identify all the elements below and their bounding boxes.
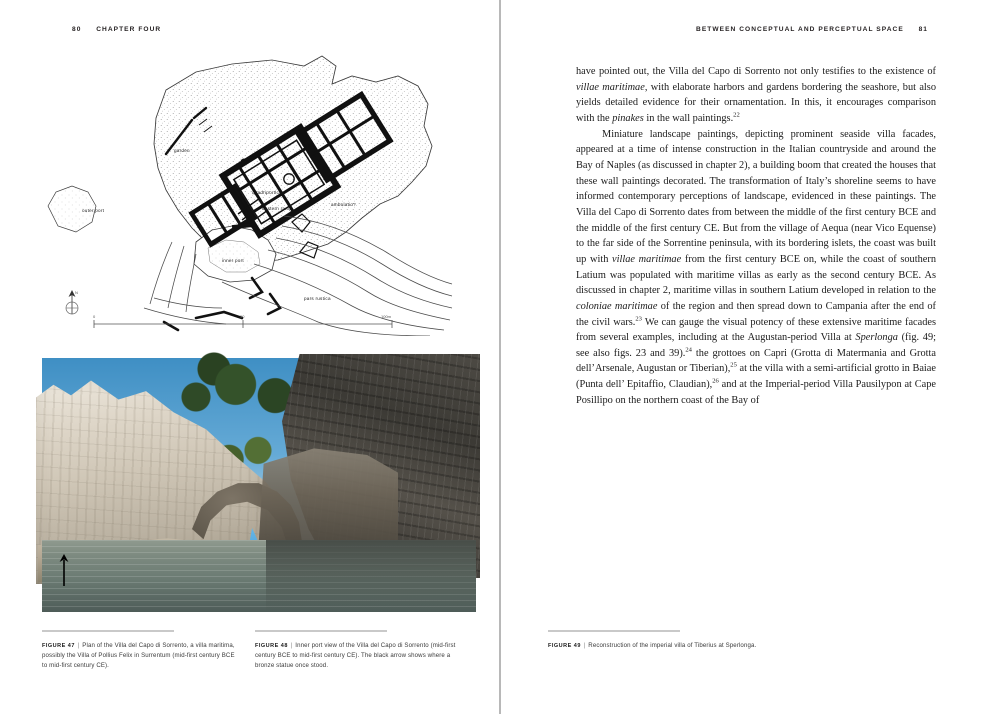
figure-48-number: FIGURE 48 bbox=[255, 643, 288, 649]
paragraph-1 bbox=[576, 64, 936, 127]
figure-48-caption-separator: | bbox=[290, 642, 293, 649]
paragraph-1-text: have pointed out, the Villa del Capo di Sorrento not only testifies to the existence of villae maritimae, with elaborate harbors and gardens bordering the seashore, but also yields detailed evidence for their ornamentation. In this, it encourages comparison with the pinakes in the wall paintings. bbox=[576, 66, 936, 124]
scale-label-end: 100m bbox=[381, 314, 392, 319]
figure-48-caption-rule bbox=[255, 630, 387, 632]
figure-48-caption-text: Inner port view of the Villa del Capo di Sorrento (mid-first century BCE to mid-first century CE). The black arrow shows where a bronze statue once stood. bbox=[255, 642, 456, 669]
figure-47-caption-rule bbox=[42, 630, 174, 632]
plan-label-quadriporticus: quadriporticus bbox=[252, 190, 285, 195]
figure-47-caption-separator: | bbox=[77, 642, 80, 649]
figure-49-caption bbox=[548, 641, 878, 651]
right-section-title: BETWEEN CONCEPTUAL AND PERCEPTUAL SPACE bbox=[696, 26, 904, 33]
footnote-marker-22: 22 bbox=[733, 111, 740, 119]
right-page bbox=[500, 0, 1000, 714]
scale-bar bbox=[93, 314, 392, 328]
scale-label-mid: 50 bbox=[240, 314, 245, 319]
figure-47-caption-text: Plan of the Villa del Capo di Sorrento, a villa maritima, possibly the Villa of Pollius Felix in Surrentum (mid-first century BCE to mid-first century CE). bbox=[42, 642, 235, 669]
plan-label-ambulatio: ambulatio? bbox=[331, 202, 356, 207]
figure-49-caption-separator: | bbox=[583, 642, 586, 649]
figure-49-caption-rule bbox=[548, 630, 680, 632]
left-running-head bbox=[72, 26, 161, 33]
svg-text:N: N bbox=[75, 290, 78, 295]
figure-48-caption bbox=[255, 641, 461, 670]
plan-label-inner-port: inner port bbox=[222, 258, 244, 263]
photo-water-shadow bbox=[266, 540, 476, 612]
scale-label-zero: 0 bbox=[93, 314, 96, 319]
plan-label-outer-port: outer port bbox=[82, 208, 105, 213]
photo-black-arrow-marker bbox=[59, 554, 69, 586]
north-arrow bbox=[66, 290, 78, 314]
figure-48-photograph bbox=[42, 358, 476, 612]
figure-49-number: FIGURE 49 bbox=[548, 643, 581, 649]
plan-label-eastern-ramp: eastern ramp bbox=[262, 206, 293, 211]
body-text-column bbox=[576, 64, 936, 408]
plan-label-garden: garden bbox=[174, 148, 190, 153]
paragraph-2: Miniature landscape paintings, depicting prominent seaside villa facades, appeared at a time of intense construction in the Italian countryside and around the Bay of Naples (as discussed in chapter 2), a building boom that created the houses that these wall paintings decorated. The transformation of Italy’s shoreline seems to have informed contemporary perceptions of landscape, evidenced in these paintings. The Villa del Capo di Sorrento dates from between the middle of the first century BCE and the middle of the first century CE. But from the village of Aequa (near Vico Equense) to the far side of the Sorrentine peninsula, with its bordering islets, the coast was built up with villae maritimae from the first century BCE on, while the coast of southern Latium was populated with maritime villas as early as the second century BCE. As discussed in chapter 2, maritime villas in southern Latium developed in relation to the coloniae maritimae of the region and then spread down to Campania after the end of the civil wars.$^{23}$ We can gauge the visual potency of these extensive maritime facades from several examples, including at the Augustan-period Villa at Sperlonga (fig. 49; see also figs. 23 and 39).$^{24}$ the grottoes on Capri (Grotta di Matermania and Grotta dell’Arsenale, Augustan or Tiberian),$^{25}$ at the villa with a semi-artificial grotto in Baiae (Punta dell’ Epitaffio, Claudian),$^{26}$ and at the Imperial-period Villa Pausilypon at Cape Posillipo on the northern coast of the Bay of bbox=[576, 128, 936, 406]
plan-label-pars-rustica: pars rustica bbox=[304, 296, 331, 301]
left-folio: 80 bbox=[72, 26, 82, 33]
figure-47-number: FIGURE 47 bbox=[42, 643, 75, 649]
figure-49-caption-text: Reconstruction of the imperial villa of Tiberius at Sperlonga. bbox=[588, 642, 757, 649]
right-running-head bbox=[696, 26, 928, 33]
figure-47-plan bbox=[46, 46, 456, 336]
figure-47-caption bbox=[42, 641, 240, 670]
left-chapter-title: CHAPTER FOUR bbox=[96, 26, 162, 33]
right-folio: 81 bbox=[918, 26, 928, 33]
